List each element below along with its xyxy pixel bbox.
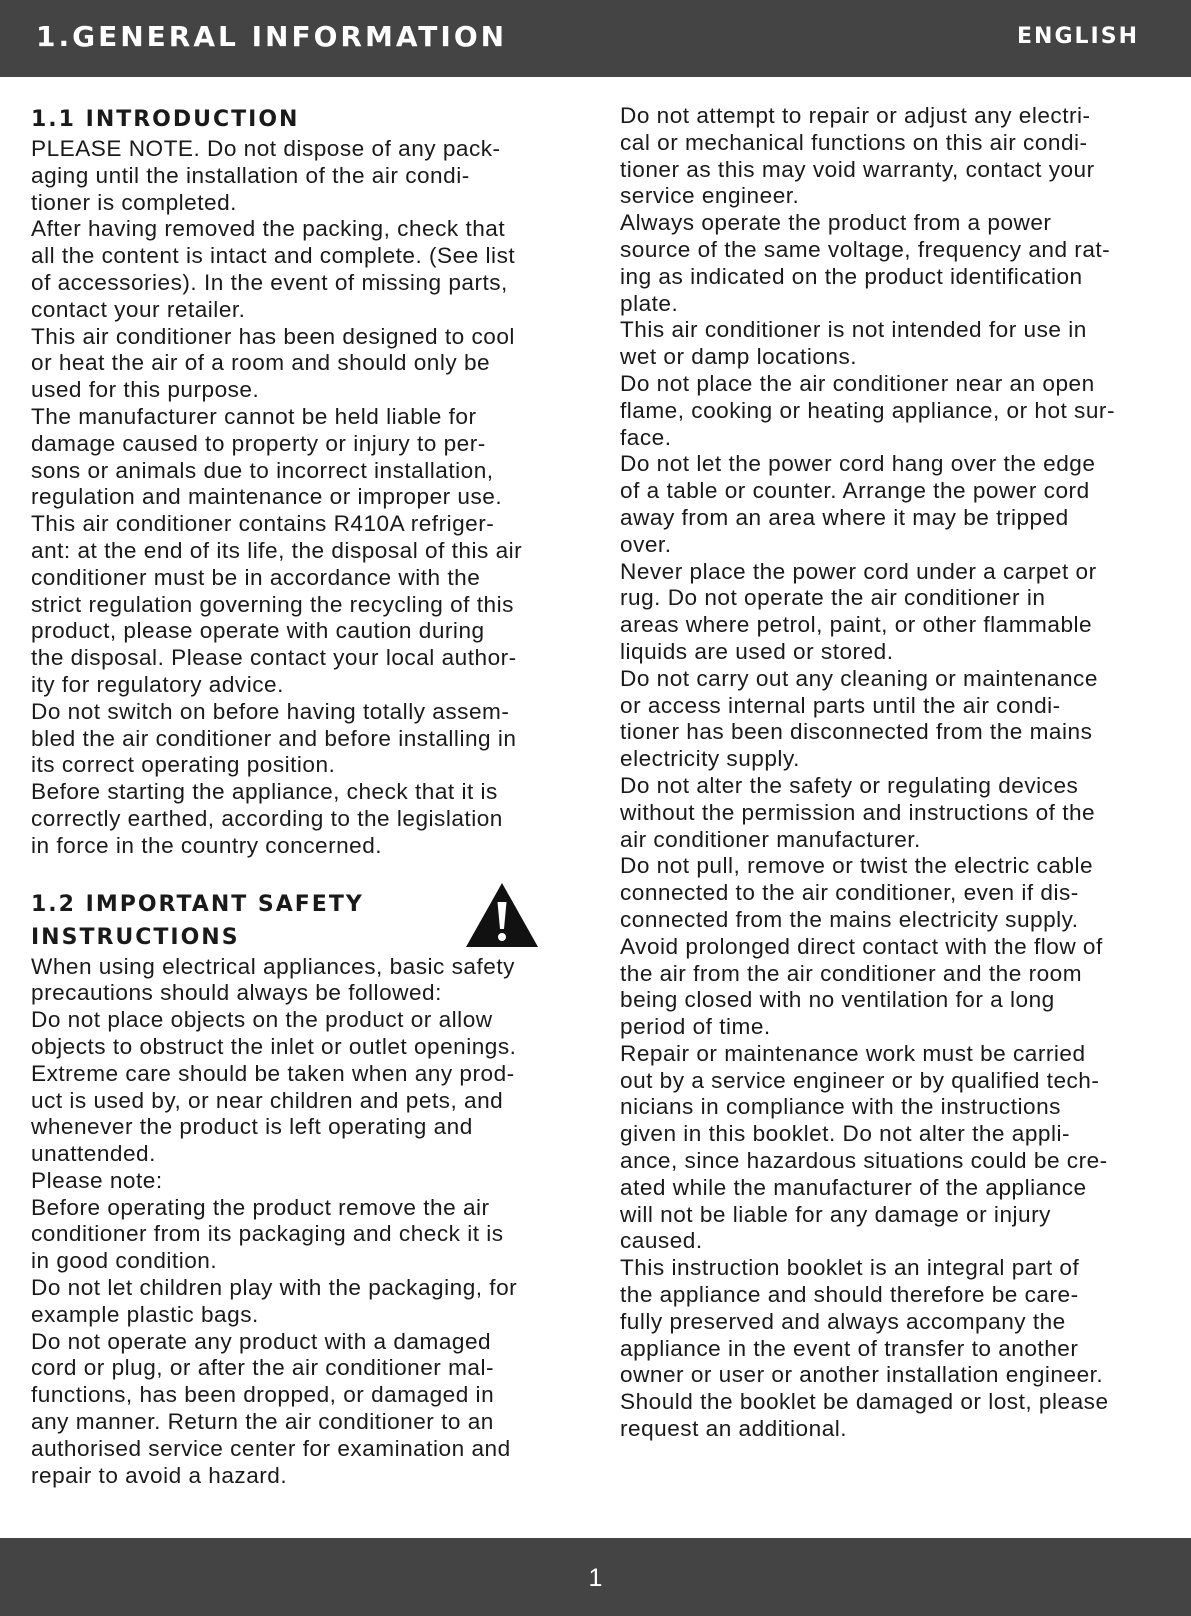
introduction-heading: 1.1 INTRODUCTION xyxy=(31,107,300,132)
safety-heading-row xyxy=(31,888,591,954)
warning-triangle-icon xyxy=(465,882,539,948)
page-header xyxy=(0,0,1191,77)
introduction-text: PLEASE NOTE. Do not dispose of any pack- aging until the installation of the air condi- tioner is completed. After having removed the packing, check that all the content is intact and complete. (See list of accessories). In the event of missing parts, contact your retailer. This air conditioner has been designed to cool or heat the air of a room and should only be used for this purpose. The manufacturer cannot be held liable for damage caused to property or injury to per- sons or animals due to incorrect installation, regulation and maintenance or improper use. This air conditioner contains R410A refriger- ant: at the end of its life, the disposal of this air conditioner must be in accordance with the strict regulation governing the recycling of this product, please operate with caution during the disposal. Please contact your local author- ity for regulatory advice. Do not switch on before having totally assem- bled the air conditioner and before installing in its correct operating position. Before starting the appliance, check that it is correctly earthed, according to the legislation in force in the country concerned. xyxy=(31,136,523,858)
section-title: 1.GENERAL INFORMATION xyxy=(36,20,508,53)
left-column xyxy=(31,103,591,1489)
right-column xyxy=(620,103,1180,1443)
language-label: ENGLISH xyxy=(1017,24,1139,49)
page-footer xyxy=(0,1538,1191,1616)
safety-text: When using electrical appliances, basic safety precautions should always be followed: Do not place objects on the product or allow objects to obstruct the inlet or outlet openings. Extreme care should be taken when any prod- uct is used by, or near children and pets, and whenever the product is left operating and unattended. Please note: Before operating the product remove the air conditioner from its packaging and check it is in good condition. Do not let children play with the packaging, for example plastic bags. Do not operate any product with a damaged cord or plug, or after the air conditioner mal- functions, has been dropped, or damaged in any manner. Return the air conditioner to an authorised service center for examination and repair to avoid a hazard. xyxy=(31,953,518,1488)
safety-text-continued: Do not attempt to repair or adjust any electri- cal or mechanical functions on this air condi- tioner as this may void warranty, contact your service engineer. Always operate the product from a power source of the same voltage, frequency and rat- ing as indicated on the product identification plate. This air conditioner is not intended for use in wet or damp locations. Do not place the air conditioner near an open flame, cooking or heating appliance, or hot sur- face. Do not let the power cord hang over the edge of a table or counter. Arrange the power cord away from an area where it may be tripped over. Never place the power cord under a carpet or rug. Do not operate the air conditioner in areas where petrol, paint, or other flammable liquids are used or stored. Do not carry out any cleaning or maintenance or access internal parts until the air condi- tioner has been disconnected from the mains electricity supply. Do not alter the safety or regulating devices without the permission and instructions of the air conditioner manufacturer. Do not pull, remove or twist the electric cable connected to the air conditioner, even if dis- connected from the mains electricity supply. Avoid prolonged direct contact with the flow of the air from the air conditioner and the room being closed with no ventilation for a long period of time. Repair or maintenance work must be carried out by a service engineer or by qualified tech- nicians in compliance with the instructions given in this booklet. Do not alter the appli- ance, since hazardous situations could be cre- ated while the manufacturer of the appliance will not be liable for any damage or injury caused. This instruction booklet is an integral part of the appliance and should therefore be care- fully preserved and always accompany the appliance in the event of transfer to another owner or user or another installation engineer. Should the booklet be damaged or lost, please request an additional. xyxy=(620,103,1115,1442)
safety-heading: 1.2 IMPORTANT SAFETY INSTRUCTIONS xyxy=(31,891,364,950)
page-number: 1 xyxy=(588,1564,603,1592)
